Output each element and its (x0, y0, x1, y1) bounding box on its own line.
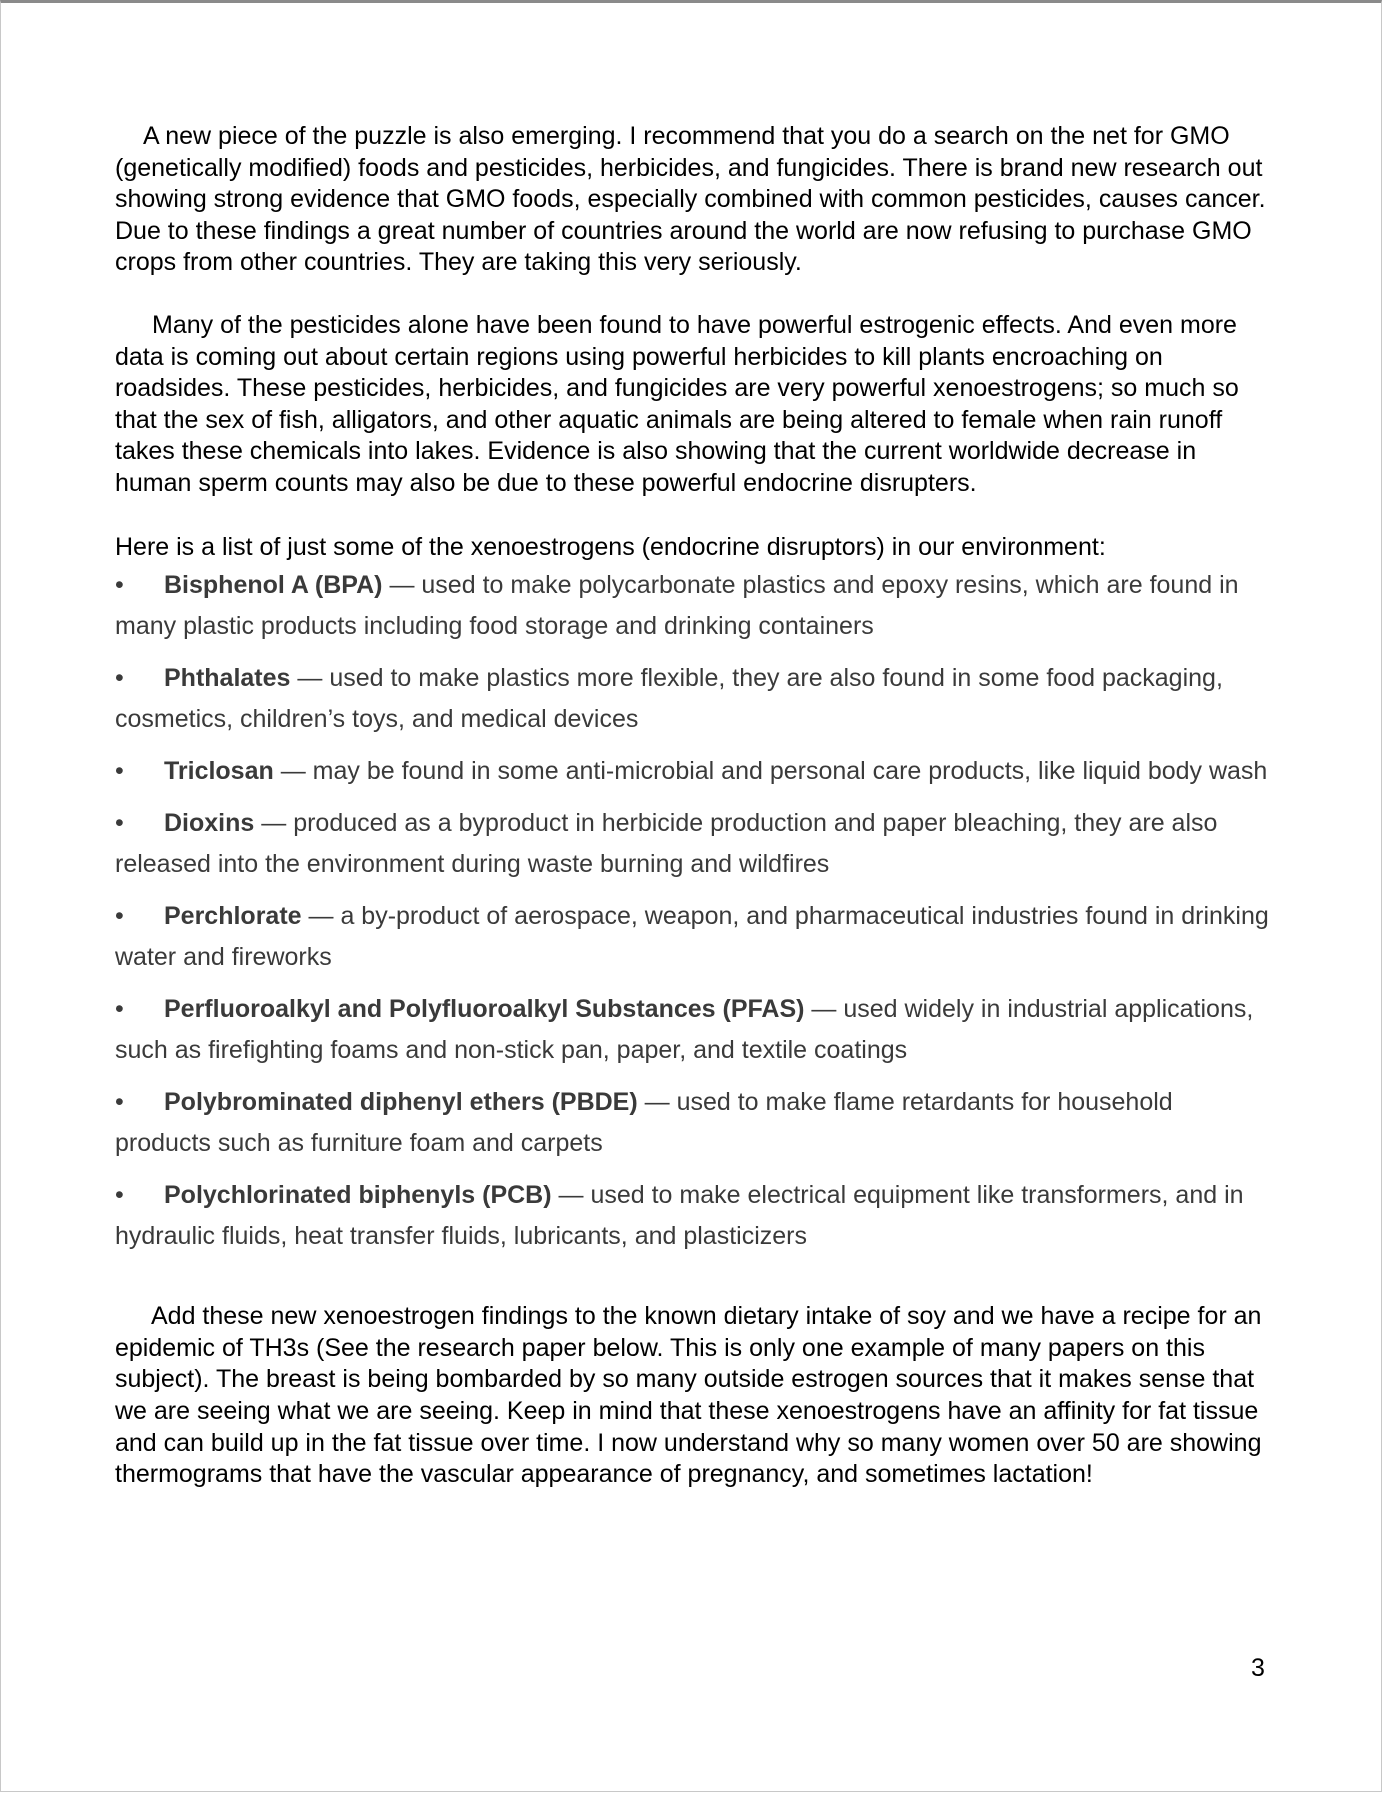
list-item-description: — used to make plastics more flexible, they are also found in some food packaging, cosmetics, children’s toys, and medical devices (115, 664, 1223, 734)
list-intro: Here is a list of just some of the xenoestrogens (endocrine disruptors) in our environment: (115, 532, 1106, 561)
bullet-icon: • (115, 1088, 124, 1117)
list-item-term: Perchlorate (164, 902, 302, 931)
list-item (115, 1175, 1275, 1257)
document-body (115, 121, 1275, 1491)
list-item-term: Perfluoroalkyl and Polyfluoroalkyl Substances (PFAS) (164, 995, 805, 1024)
paragraph-pesticides: Many of the pesticides alone have been found to have powerful estrogenic effects. And even more data is coming out about certain regions using powerful herbicides to kill plants encroaching on roadsides. These pesticides, herbicides, and fungicides are very powerful xenoestrogens; so much so that the sex of fish, alligators, and other aquatic animals are being altered to female when rain runoff takes these chemicals into lakes. Evidence is also showing that the current worldwide decrease in human sperm counts may also be due to these powerful endocrine disrupters. (115, 310, 1239, 497)
bullet-icon: • (115, 902, 124, 931)
bullet-icon: • (115, 1181, 124, 1210)
list-item-description: — used widely in industrial applications, such as firefighting foams and non-stick pan, paper, and textile coatings (115, 995, 1254, 1065)
list-item-term: Triclosan (164, 757, 274, 786)
list-item (115, 896, 1275, 978)
list-item-term: Bisphenol A (BPA) (164, 571, 383, 600)
list-item (115, 658, 1275, 740)
list-item (115, 1082, 1275, 1164)
bullet-icon: • (115, 571, 124, 600)
list-item (115, 751, 1275, 792)
bullet-icon: • (115, 995, 124, 1024)
list-item (115, 803, 1275, 885)
list-item-term: Polychlorinated biphenyls (PCB) (164, 1181, 552, 1210)
list-item-term: Dioxins (164, 809, 255, 838)
list-item (115, 565, 1275, 647)
paragraph-gmo: A new piece of the puzzle is also emerging. I recommend that you do a search on the net for GMO (genetically modified) foods and pesticides, herbicides, and fungicides. There is brand new research out showing strong evidence that GMO foods, especially combined with common pesticides, causes cancer. Due to these findings a great number of countries around the world are now refusing to purchase GMO crops from other countries. They are taking this very seriously. (115, 122, 1266, 277)
bullet-icon: • (115, 809, 124, 838)
list-item-description: — produced as a byproduct in herbicide production and paper bleaching, they are also released into the environment during waste burning and wildfires (115, 809, 1218, 879)
list-item (115, 989, 1275, 1071)
list-item-description: — used to make polycarbonate plastics and epoxy resins, which are found in many plastic products including food storage and drinking containers (115, 571, 1239, 641)
paragraph-closing: Add these new xenoestrogen findings to the known dietary intake of soy and we have a recipe for an epidemic of TH3s (See the research paper below. This is only one example of many papers on this subject). The breast is being bombarded by so many outside estrogen sources that it makes sense that we are seeing what we are seeing. Keep in mind that these xenoestrogens have an affinity for fat tissue and can build up in the fat tissue over time. I now understand why so many women over 50 are showing thermograms that have the vascular appearance of pregnancy, and sometimes lactation! (115, 1302, 1262, 1489)
list-item-description: — may be found in some anti-microbial and personal care products, like liquid body wash (273, 757, 1268, 786)
list-item-description: — used to make electrical equipment like transformers, and in hydraulic fluids, heat transfer fluids, lubricants, and plasticizers (115, 1181, 1244, 1251)
list-item-description: — a by-product of aerospace, weapon, and pharmaceutical industries found in drinking water and fireworks (115, 902, 1269, 972)
page-number: 3 (1251, 1654, 1265, 1682)
list-item-description: — used to make flame retardants for household products such as furniture foam and carpets (115, 1088, 1173, 1158)
xenoestrogen-list (115, 565, 1275, 1257)
list-item-term: Phthalates (164, 664, 291, 693)
bullet-icon: • (115, 664, 124, 693)
list-item-term: Polybrominated diphenyl ethers (PBDE) (164, 1088, 638, 1117)
bullet-icon: • (115, 757, 124, 786)
